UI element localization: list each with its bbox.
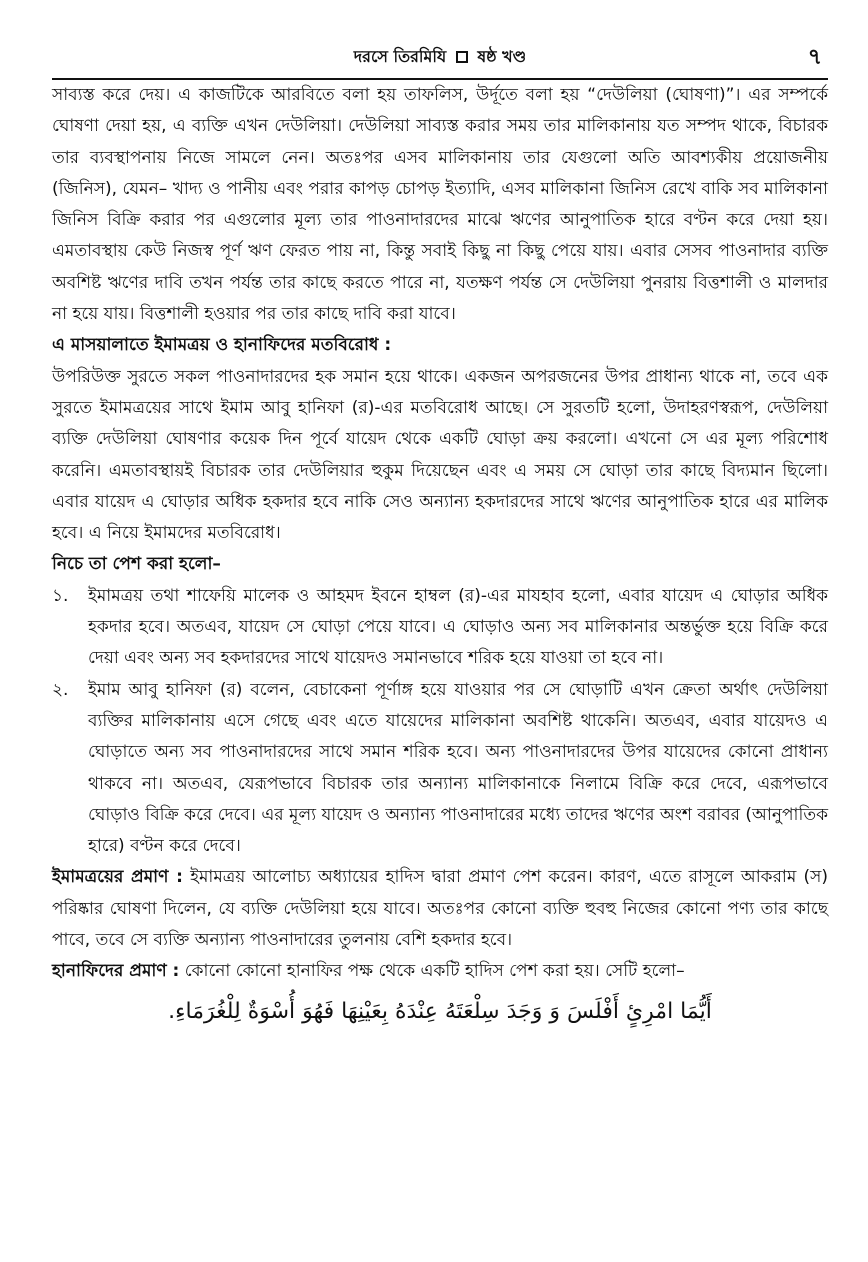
list-intro: নিচে তা পেশ করা হলো–	[52, 554, 221, 575]
proof-label: হানাফিদের প্রমাণ :	[52, 961, 180, 982]
page-number: ৭	[807, 45, 822, 70]
paragraph-bankruptcy: সাব্যস্ত করে দেয়। এ কাজটিকে আরবিতে বলা হয় তাফলিস, উর্দূতে বলা হয় “দেউলিয়া (ঘোষণা)”। এর সম্পর্কে ঘোষণা দেয়া হয়, এ ব্যক্তি এখন দেউলিয়া। দেউলিয়া সাব্যস্ত করার সময় তার মালিকানায় যত সম্পদ থাকে, বিচারক তার ব্যবস্থাপনায় নিজে সামলে নেন। অতঃপর এসব মালিকানায় তার যেগুলো অতি আবশ্যকীয় প্রয়োজনীয় (জিনিস), যেমন– খাদ্য ও পানীয় এবং পরার কাপড় চোপড় ইত্যাদি, এসব মালিকানা জিনিস রেখে বাকি সব মালিকানা জিনিস বিক্রি করার পর এগুলোর মূল্য তার পাওনাদারদের মাঝে ঋণের আনুপাতিক হারে বণ্টন করে দেয়া হয়। এমতাবস্থায় কেউ নিজস্ব পূর্ণ ঋণ ফেরত পায় না, কিন্তু সবাই কিছু না কিছু পেয়ে যায়। এবার সেসব পাওনাদার ব্যক্তি অবশিষ্ট ঋণের দাবি তখন পর্যন্ত তার কাছে করতে পারে না, যতক্ষণ পর্যন্ত সে দেউলিয়া পুনরায় বিত্তশালী ও মালদার না হয়ে যায়। বিত্তশালী হওয়ার পর তার কাছে দাবি করা যাবে।	[52, 85, 828, 325]
list-number: ১.	[52, 585, 69, 606]
page-body	[52, 80, 828, 1030]
list-item	[52, 581, 828, 675]
paragraph-imams-proof	[52, 862, 828, 956]
proof-label: ইমামত্রয়ের প্রমাণ :	[52, 867, 183, 888]
proof-text: কোনো কোনো হানাফির পক্ষ থেকে একটি হাদিস পেশ করা হয়। সেটি হলো–	[184, 961, 685, 982]
opinion-list	[52, 581, 828, 863]
list-number: ২.	[52, 679, 69, 700]
paragraph-hanafi-proof	[52, 956, 828, 987]
section-heading: এ মাসয়ালাতে ইমামত্রয় ও হানাফিদের মতবিরোধ :	[52, 335, 392, 356]
book-title: দরসে তিরমিযি	[353, 47, 447, 66]
list-item-text: ইমামত্রয় তথা শাফেয়ি মালেক ও আহমদ ইবনে হাম্বল (র)-এর মাযহাব হলো, এবার যায়েদ এ ঘোড়ার অধিক হকদার হবে। অতএব, যায়েদ সে ঘোড়া পেয়ে যাবে। এ ঘোড়াও অন্য সব মালিকানার অন্তর্ভুক্ত হয়ে বিক্রি করে দেয়া এবং অন্য সব হকদারদের সাথে যায়েদও সমানভাবে শরিক হয়ে যাওয়া তা হবে না।	[88, 585, 828, 669]
volume-label: ষষ্ঠ খণ্ড	[477, 47, 527, 66]
header-divider	[52, 78, 828, 80]
paragraph-dispute: উপরিউক্ত সুরতে সকল পাওনাদারদের হক সমান হয়ে থাকে। একজন অপরজনের উপর প্রাধান্য থাকে না, তবে এক সুরতে ইমামত্রয়ের সাথে ইমাম আবু হানিফা (র)-এর মতবিরোধ আছে। সে সুরতটি হলো, উদাহরণস্বরূপ, দেউলিয়া ব্যক্তি দেউলিয়া ঘোষণার কয়েক দিন পূর্বে যায়েদ থেকে একটি ঘোড়া ক্রয় করলো। এখনো সে এর মূল্য পরিশোধ করেনি। এমতাবস্থায়ই বিচারক তার দেউলিয়ার হুকুম দিয়েছেন এবং এ সময় সে ঘোড়া তার কাছে বিদ্যমান ছিলো। এবার যায়েদ এ ঘোড়ার অধিক হকদার হবে নাকি সেও অন্যান্য হকদারদের সাথে ঋণের আনুপাতিক হারে এর মালিক হবে। এ নিয়ে ইমামদের মতবিরোধ।	[52, 366, 828, 544]
square-separator-icon	[456, 51, 468, 63]
proof-text: ইমামত্রয় আলোচ্য অধ্যায়ের হাদিস দ্বারা প্রমাণ পেশ করেন। কারণ, এতে রাসূলে আকরাম (স) পরিষ্কার ঘোষণা দিলেন, যে ব্যক্তি দেউলিয়া হয়ে যাবে। অতঃপর কোনো ব্যক্তি হুবহু নিজের কোনো পণ্য তার কাছে পাবে, তবে সে ব্যক্তি অন্যান্য পাওনাদারের তুলনায় বেশি হকদার হবে।	[52, 867, 828, 951]
running-title	[52, 44, 828, 71]
arabic-hadith: أَيُّمَا امْرِئٍ أَفْلَسَ وَ وَجَدَ سِلْعَتَهُ عِنْدَهُ بِعَيْنِهَا فَهُوَ أُسْوَةٌ لِلْغُرَمَاءِ.	[168, 998, 712, 1024]
list-item	[52, 675, 828, 863]
running-header	[52, 0, 828, 80]
list-item-text: ইমাম আবু হানিফা (র) বলেন, বেচাকেনা পূর্ণাঙ্গ হয়ে যাওয়ার পর সে ঘোড়াটি এখন ক্রেতা অর্থাৎ দেউলিয়া ব্যক্তির মালিকানায় এসে গেছে এবং এতে যায়েদের মালিকানা অবশিষ্ট থাকেনি। অতএব, এবার যায়েদও এ ঘোড়াতে অন্য সব পাওনাদারদের সাথে সমান শরিক হবে। অন্য পাওনাদারদের উপর যায়েদের কোনো প্রাধান্য থাকবে না। অতএব, যেরূপভাবে বিচারক তার অন্যান্য মালিকানাকে নিলামে বিক্রি করে দেবে, এরূপভাবে ঘোড়াও বিক্রি করে দেবে। এর মূল্য যায়েদ ও অন্যান্য পাওনাদারের মধ্যে তাদের ঋণের অংশ বরাবর (আনুপাতিক হারে) বণ্টন করে দেবে।	[88, 679, 828, 857]
